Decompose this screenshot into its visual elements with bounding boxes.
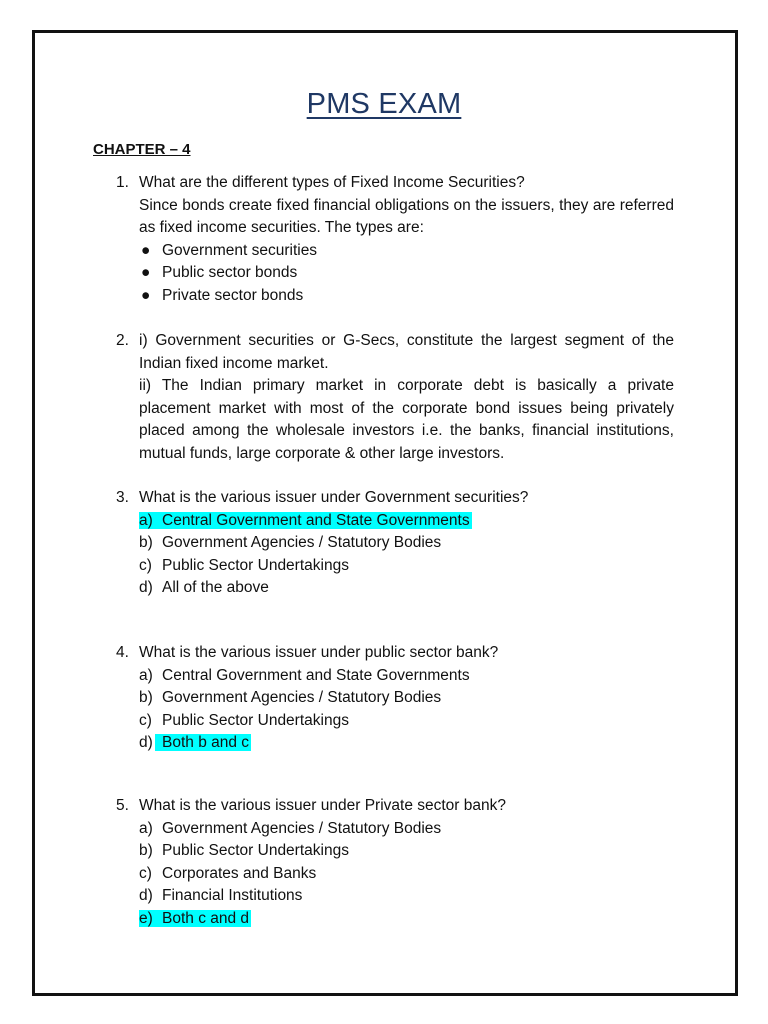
question-1 xyxy=(116,172,674,308)
list-item: ● Government securities xyxy=(139,240,674,263)
page-title: PMS EXAM xyxy=(306,88,462,120)
answer-part-1: i) Government securities or G-Secs, constitute the largest segment of the Indian fixed income market. xyxy=(139,332,674,372)
answer-part-2: ii) The Indian primary market in corporate debt is basically a private placement market with most of the corporate bond issues being privately placed among the wholesale investors i.e. the banks, financial institutions, mutual funds, large corporate & other large investors. xyxy=(139,377,674,462)
option-a: a) Government Agencies / Statutory Bodies xyxy=(139,819,442,837)
highlighted-answer: e) Both c and d xyxy=(139,909,250,927)
question-number: 1. xyxy=(116,174,129,191)
option-d: d) Financial Institutions xyxy=(139,887,303,905)
question-number: 4. xyxy=(116,644,129,661)
option-a xyxy=(139,510,674,533)
option-d: d) Both b and c xyxy=(139,734,250,752)
question-number: 2. xyxy=(116,332,129,349)
answer-text: Since bonds create fixed financial obligations on the issuers, they are referred as fixed income securities. The types are: xyxy=(139,196,674,237)
bullet-icon: ● xyxy=(141,286,151,304)
bullet-list xyxy=(139,240,674,308)
question-2 xyxy=(116,330,674,466)
option-c: c) Public Sector Undertakings xyxy=(139,711,349,729)
option-e xyxy=(139,908,674,931)
option-c: c) Public Sector Undertakings xyxy=(139,556,349,574)
question-text: What is the various issuer under Government securities? xyxy=(139,489,529,506)
highlighted-answer: Both b and c xyxy=(155,734,251,751)
list-item: ● Private sector bonds xyxy=(139,285,674,308)
option-b: b) Public Sector Undertakings xyxy=(139,842,349,860)
question-number: 3. xyxy=(116,489,129,506)
question-text: What are the different types of Fixed Income Securities? xyxy=(139,174,525,191)
question-number: 5. xyxy=(116,797,129,814)
question-3 xyxy=(116,487,674,600)
question-text: What is the various issuer under Private sector bank? xyxy=(139,797,507,814)
question-4 xyxy=(116,642,674,755)
option-c: c) Corporates and Banks xyxy=(139,864,317,882)
option-a: a) Central Government and State Governments xyxy=(139,666,470,684)
bullet-icon: ● xyxy=(141,264,151,282)
question-text: What is the various issuer under public sector bank? xyxy=(139,644,499,661)
list-item: ● Public sector bonds xyxy=(139,262,674,285)
bullet-icon: ● xyxy=(141,241,151,259)
option-b: b) Government Agencies / Statutory Bodies xyxy=(139,689,442,707)
chapter-heading: CHAPTER – 4 xyxy=(93,141,191,158)
question-5 xyxy=(116,795,674,931)
highlighted-answer: a) Central Government and State Governments xyxy=(139,511,470,529)
option-b: b) Government Agencies / Statutory Bodies xyxy=(139,534,442,552)
option-d: d) All of the above xyxy=(139,579,269,597)
